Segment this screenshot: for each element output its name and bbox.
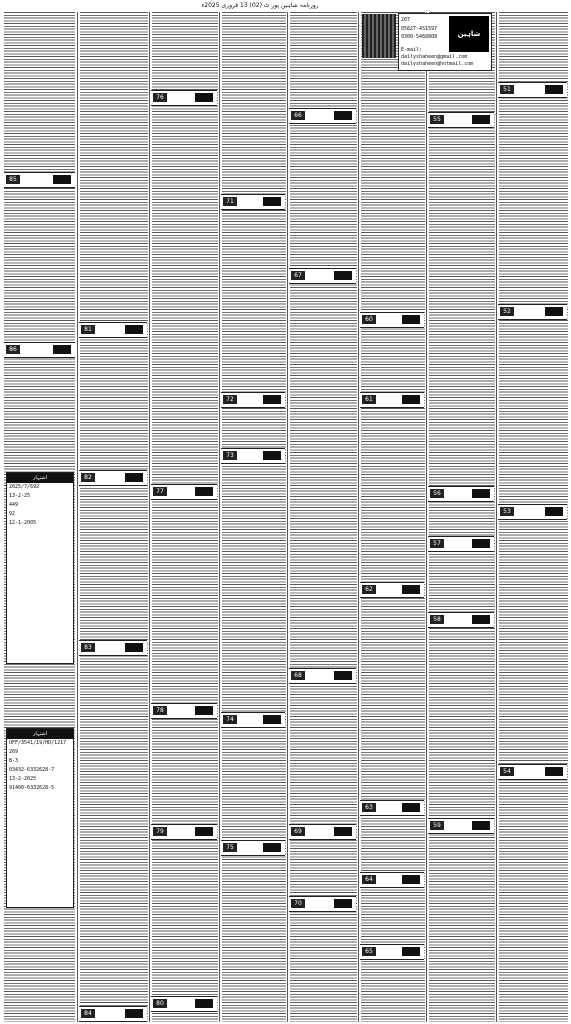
column-2	[77, 12, 150, 1022]
notice-header	[289, 824, 356, 840]
notice-logo-icon	[263, 715, 281, 724]
notice-header	[360, 312, 424, 328]
notice-number: 55	[430, 115, 444, 124]
notice-number: 67	[291, 271, 305, 280]
newspaper-logo: شاہین	[449, 16, 489, 52]
notice-number: 51	[500, 85, 514, 94]
notice-header	[151, 484, 217, 500]
notice-number: 53	[500, 507, 514, 516]
notice-logo-icon	[334, 111, 352, 120]
notice-number: 84	[81, 1009, 95, 1018]
notice-logo-icon	[334, 899, 352, 908]
notice-logo-icon	[545, 767, 563, 776]
notice-logo-icon	[53, 345, 71, 354]
notice-header	[360, 872, 424, 888]
notice-header	[360, 582, 424, 598]
side-line: 91400-6332628-5	[9, 785, 55, 791]
notice-header	[428, 112, 494, 128]
notice-header	[221, 392, 285, 408]
notice-number: 71	[223, 197, 237, 206]
reg-number: 207	[401, 17, 411, 23]
notice-logo-icon	[402, 315, 420, 324]
notice-logo-icon	[263, 197, 281, 206]
side-notice-title: اشتہار	[7, 729, 73, 739]
notice-header	[151, 90, 217, 106]
notice-logo-icon	[125, 473, 143, 482]
notice-logo-icon	[125, 1009, 143, 1018]
notice-logo-icon	[195, 93, 213, 102]
notice-header	[221, 448, 285, 464]
notice-logo-icon	[125, 643, 143, 652]
notice-number: 52	[500, 307, 514, 316]
notice-logo-icon	[53, 175, 71, 184]
notice-number: 72	[223, 395, 237, 404]
phone-2: 0300-5468808	[401, 34, 438, 40]
notice-header	[498, 304, 567, 320]
notice-logo-icon	[334, 827, 352, 836]
notice-logo-icon	[334, 671, 352, 680]
side-line: 13-2-2025	[9, 776, 37, 782]
notice-number: 64	[362, 875, 376, 884]
notice-header	[428, 818, 494, 834]
notice-header	[360, 944, 424, 960]
notice-number: 73	[223, 451, 237, 460]
notice-logo-icon	[195, 706, 213, 715]
notice-header	[151, 824, 217, 840]
notice-number: 75	[223, 843, 237, 852]
notice-number: 57	[430, 539, 444, 548]
notice-header	[289, 668, 356, 684]
notice-number: 66	[291, 111, 305, 120]
notice-header	[428, 536, 494, 552]
notice-logo-icon	[402, 875, 420, 884]
notice-header	[4, 342, 75, 358]
notice-header	[289, 268, 356, 284]
side-notice-2	[6, 728, 74, 908]
advert-photo	[362, 14, 396, 58]
notice-logo-icon	[545, 85, 563, 94]
notice-header	[428, 612, 494, 628]
notice-logo-icon	[472, 539, 490, 548]
notice-logo-icon	[195, 487, 213, 496]
notice-header	[289, 108, 356, 124]
brand-box	[398, 13, 492, 71]
side-line: 449	[9, 502, 19, 508]
notice-header	[221, 840, 285, 856]
side-line: 269	[9, 749, 19, 755]
notice-logo-icon	[545, 307, 563, 316]
notice-header	[289, 896, 356, 912]
notice-logo-icon	[402, 395, 420, 404]
side-line: OFF/3541/19/HD/1217	[9, 740, 67, 746]
notice-logo-icon	[402, 803, 420, 812]
notice-logo-icon	[334, 271, 352, 280]
notice-number: 70	[291, 899, 305, 908]
column-3	[149, 12, 220, 1022]
notice-logo-icon	[545, 507, 563, 516]
notice-number: 60	[362, 315, 376, 324]
email-1: dailyshaheen@gmail.com	[401, 54, 468, 60]
notice-number: 62	[362, 585, 376, 594]
notice-logo-icon	[402, 947, 420, 956]
email-label: E-mail:	[401, 47, 423, 53]
notice-number: 68	[291, 671, 305, 680]
notice-number: 56	[430, 489, 444, 498]
notice-logo-icon	[195, 999, 213, 1008]
notice-header	[360, 392, 424, 408]
header-strip: روزنامہ شاہین پور ٹ (02) 13 فروری 2025ء	[201, 2, 319, 9]
notice-number: 77	[153, 487, 167, 496]
notice-header	[79, 1006, 147, 1022]
column-7	[426, 12, 497, 1022]
notice-header	[79, 470, 147, 486]
notice-number: 80	[153, 999, 167, 1008]
notice-number: 76	[153, 93, 167, 102]
notice-logo-icon	[125, 325, 143, 334]
notice-logo-icon	[472, 489, 490, 498]
newspaper-page	[2, 12, 569, 1022]
notice-logo-icon	[263, 843, 281, 852]
notice-header	[4, 172, 75, 188]
notice-logo-icon	[263, 451, 281, 460]
column-4	[219, 12, 288, 1022]
notice-header	[221, 194, 285, 210]
notice-number: 54	[500, 767, 514, 776]
notice-number: 69	[291, 827, 305, 836]
notice-number: 86	[6, 345, 20, 354]
notice-number: 61	[362, 395, 376, 404]
notice-header	[151, 703, 217, 719]
side-line: 12-1-2005	[9, 520, 37, 526]
side-line: 03432-6332628-7	[9, 767, 55, 773]
side-line: B-3	[9, 758, 19, 764]
notice-header	[79, 640, 147, 656]
notice-header	[79, 322, 147, 338]
notice-header	[498, 504, 567, 520]
notice-logo-icon	[472, 115, 490, 124]
notice-header	[360, 800, 424, 816]
notice-number: 63	[362, 803, 376, 812]
notice-number: 79	[153, 827, 167, 836]
notice-number: 82	[81, 473, 95, 482]
side-line: 13-2-25	[9, 493, 31, 499]
column-5	[287, 12, 359, 1022]
notice-number: 81	[81, 325, 95, 334]
email-2: dailyshaheen@hotmail.com	[401, 61, 474, 67]
notice-header	[221, 712, 285, 728]
notice-header	[428, 486, 494, 502]
phone-1: 05827-451597	[401, 26, 438, 32]
notice-logo-icon	[195, 827, 213, 836]
notice-number: 58	[430, 615, 444, 624]
notice-number: 74	[223, 715, 237, 724]
notice-number: 83	[81, 643, 95, 652]
notice-logo-icon	[402, 585, 420, 594]
side-line: 92	[9, 511, 16, 517]
column-6	[358, 12, 427, 1022]
side-line: 2025/7/692	[9, 484, 40, 490]
side-notice-1	[6, 472, 74, 664]
notice-logo-icon	[472, 821, 490, 830]
notice-logo-icon	[263, 395, 281, 404]
notice-header	[498, 82, 567, 98]
side-notice-title: اشتہار	[7, 473, 73, 483]
notice-number: 59	[430, 821, 444, 830]
notice-logo-icon	[472, 615, 490, 624]
notice-header	[151, 996, 217, 1012]
notice-number: 65	[362, 947, 376, 956]
notice-number: 85	[6, 175, 20, 184]
notice-header	[498, 764, 567, 780]
notice-number: 78	[153, 706, 167, 715]
